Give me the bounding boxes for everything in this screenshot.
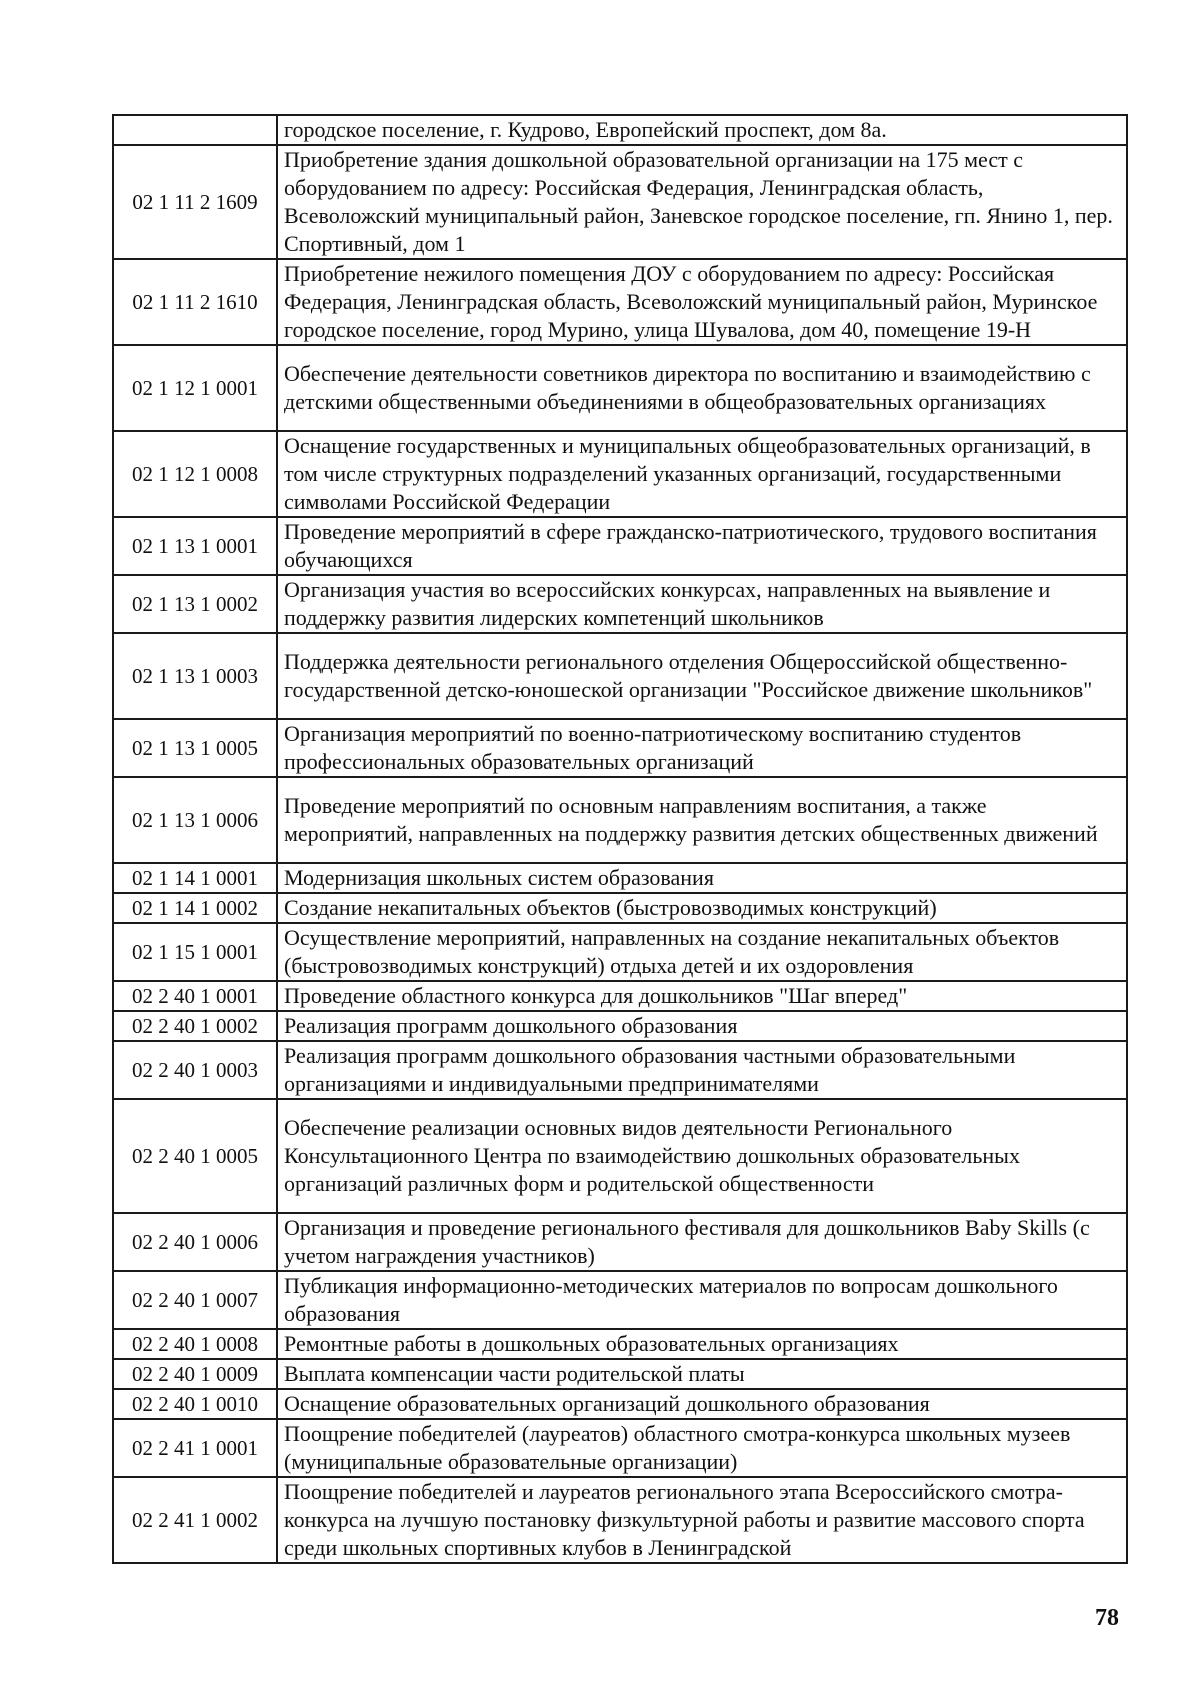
code-cell: 02 1 11 2 1610	[113, 259, 277, 345]
table-row	[113, 633, 1127, 719]
code-cell: 02 1 12 1 0001	[113, 345, 277, 431]
code-cell: 02 1 13 1 0005	[113, 719, 277, 777]
description-cell: Обеспечение реализации основных видов деятельности Регионального Консультационного Центра по взаимодействию дошкольных образовательных организаций различных форм и родительской общественности	[277, 1099, 1127, 1213]
code-cell: 02 2 40 1 0005	[113, 1099, 277, 1213]
code-cell: 02 2 41 1 0002	[113, 1477, 277, 1563]
description-cell: Выплата компенсации части родительской платы	[277, 1359, 1127, 1389]
code-cell: 02 2 40 1 0009	[113, 1359, 277, 1389]
table-row	[113, 893, 1127, 923]
description-cell: Создание некапитальных объектов (быстровозводимых конструкций)	[277, 893, 1127, 923]
code-cell: 02 2 40 1 0010	[113, 1389, 277, 1419]
table-row	[113, 981, 1127, 1011]
description-cell: Проведение мероприятий по основным направлениям воспитания, а также мероприятий, направленных на поддержку развития детских общественных движений	[277, 777, 1127, 863]
code-cell: 02 1 13 1 0006	[113, 777, 277, 863]
code-cell: 02 1 11 2 1609	[113, 145, 277, 259]
description-cell: Оснащение образовательных организаций дошкольного образования	[277, 1389, 1127, 1419]
description-cell: Оснащение государственных и муниципальных общеобразовательных организаций, в том числе структурных подразделений указанных организаций, государственными символами Российской Федерации	[277, 431, 1127, 517]
description-cell: Проведение областного конкурса для дошкольников "Шаг вперед"	[277, 981, 1127, 1011]
table-row	[113, 1041, 1127, 1099]
description-cell: Приобретение нежилого помещения ДОУ с оборудованием по адресу: Российская Федерация, Ленинградская область, Всеволожский муниципальный район, Муринское городское поселение, город Мурино, улица Шувалова, дом 40, помещение 19-Н	[277, 259, 1127, 345]
table-row	[113, 719, 1127, 777]
code-cell	[113, 115, 277, 145]
code-cell: 02 2 40 1 0003	[113, 1041, 277, 1099]
description-cell: Модернизация школьных систем образования	[277, 863, 1127, 893]
table-row	[113, 1419, 1127, 1477]
table-row	[113, 777, 1127, 863]
table-row	[113, 517, 1127, 575]
description-cell: Реализация программ дошкольного образования	[277, 1011, 1127, 1041]
description-cell: городское поселение, г. Кудрово, Европейский проспект, дом 8а.	[277, 115, 1127, 145]
table-row	[113, 575, 1127, 633]
description-cell: Организация участия во всероссийских конкурсах, направленных на выявление и поддержку развития лидерских компетенций школьников	[277, 575, 1127, 633]
code-cell: 02 2 40 1 0006	[113, 1213, 277, 1271]
table-row	[113, 1477, 1127, 1563]
code-cell: 02 1 13 1 0003	[113, 633, 277, 719]
description-cell: Проведение мероприятий в сфере гражданско-патриотического, трудового воспитания обучающихся	[277, 517, 1127, 575]
table-row	[113, 1271, 1127, 1329]
table-row	[113, 1389, 1127, 1419]
table-row	[113, 1213, 1127, 1271]
table-row	[113, 1011, 1127, 1041]
description-cell: Публикация информационно-методических материалов по вопросам дошкольного образования	[277, 1271, 1127, 1329]
code-cell: 02 1 13 1 0001	[113, 517, 277, 575]
description-cell: Поощрение победителей и лауреатов регионального этапа Всероссийского смотра-конкурса на лучшую постановку физкультурной работы и развитие массового спорта среди школьных спортивных клубов в Ленинградской	[277, 1477, 1127, 1563]
description-cell: Поддержка деятельности регионального отделения Общероссийской общественно-государственной детско-юношеской организации "Российское движение школьников"	[277, 633, 1127, 719]
table-row	[113, 431, 1127, 517]
description-cell: Обеспечение деятельности советников директора по воспитанию и взаимодействию с детскими общественными объединениями в общеобразовательных организациях	[277, 345, 1127, 431]
code-cell: 02 2 40 1 0001	[113, 981, 277, 1011]
description-cell: Ремонтные работы в дошкольных образовательных организациях	[277, 1329, 1127, 1359]
code-cell: 02 1 12 1 0008	[113, 431, 277, 517]
code-cell: 02 1 14 1 0002	[113, 893, 277, 923]
description-cell: Организация мероприятий по военно-патриотическому воспитанию студентов профессиональных образовательных организаций	[277, 719, 1127, 777]
table-row	[113, 923, 1127, 981]
description-cell: Осуществление мероприятий, направленных на создание некапитальных объектов (быстровозводимых конструкций) отдыха детей и их оздоровления	[277, 923, 1127, 981]
page-number: 78	[1095, 1605, 1119, 1631]
table-row	[113, 345, 1127, 431]
code-cell: 02 1 13 1 0002	[113, 575, 277, 633]
budget-code-table	[112, 114, 1128, 1564]
description-cell: Реализация программ дошкольного образования частными образовательными организациями и индивидуальными предпринимателями	[277, 1041, 1127, 1099]
code-cell: 02 2 40 1 0002	[113, 1011, 277, 1041]
code-cell: 02 2 40 1 0007	[113, 1271, 277, 1329]
table-row	[113, 1359, 1127, 1389]
code-cell: 02 1 15 1 0001	[113, 923, 277, 981]
table-row	[113, 1329, 1127, 1359]
table-row	[113, 115, 1127, 145]
code-cell: 02 2 41 1 0001	[113, 1419, 277, 1477]
table-row	[113, 1099, 1127, 1213]
description-cell: Поощрение победителей (лауреатов) областного смотра-конкурса школьных музеев (муниципальные образовательные организации)	[277, 1419, 1127, 1477]
code-cell: 02 2 40 1 0008	[113, 1329, 277, 1359]
code-cell: 02 1 14 1 0001	[113, 863, 277, 893]
description-cell: Приобретение здания дошкольной образовательной организации на 175 мест с оборудованием по адресу: Российская Федерация, Ленинградская область, Всеволожский муниципальный район, Заневское городское поселение, гп. Янино 1, пер. Спортивный, дом 1	[277, 145, 1127, 259]
table-row	[113, 145, 1127, 259]
table-row	[113, 259, 1127, 345]
table-row	[113, 863, 1127, 893]
description-cell: Организация и проведение регионального фестиваля для дошкольников Baby Skills (с учетом награждения участников)	[277, 1213, 1127, 1271]
